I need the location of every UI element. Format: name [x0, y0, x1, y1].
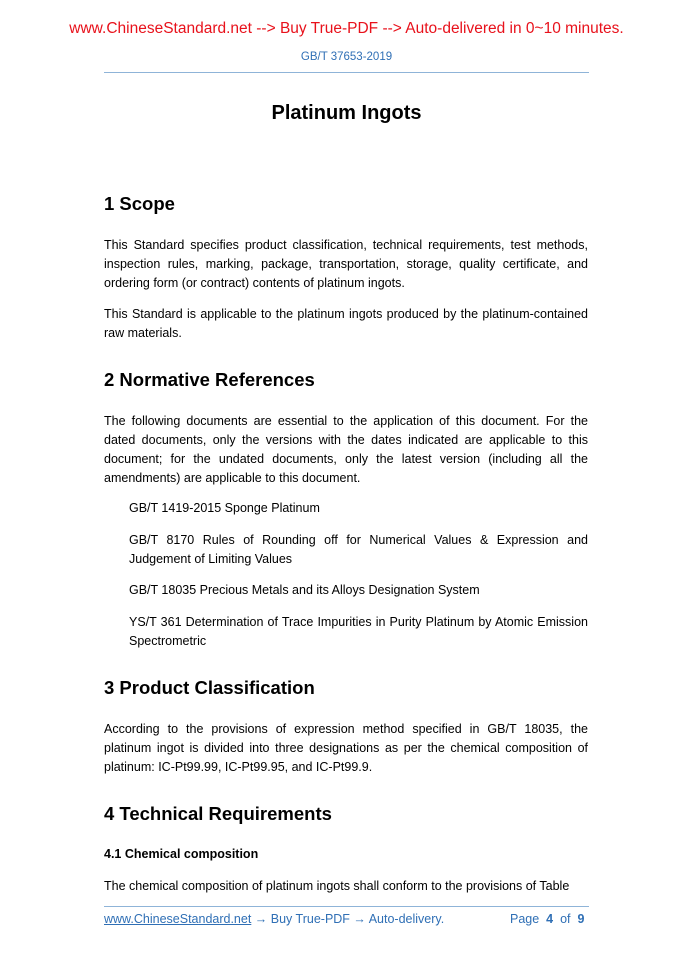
subsection-heading-chemical-composition: 4.1 Chemical composition [104, 847, 259, 861]
scope-paragraph-2: This Standard is applicable to the platinum ingots produced by the platinum-contained raw materials. [104, 307, 588, 340]
page-label: Page [510, 912, 540, 926]
reference-item: GB/T 18035 Precious Metals and its Alloys Designation System [129, 583, 480, 597]
section-heading-scope: 1 Scope [104, 193, 175, 214]
section-heading-product-classification: 3 Product Classification [104, 677, 315, 698]
page-current: 4 [546, 912, 554, 926]
page-total: 9 [577, 912, 585, 926]
footer-site-link[interactable]: www.ChineseStandard.net [104, 912, 252, 926]
normative-paragraph-1: The following documents are essential to the application of this document. For the dated documents, only the versions with the dates indicated are applicable to this document; for the undated documents, only the latest version (including all the amendments) are applicable to this document. [104, 414, 588, 485]
footer-divider [104, 906, 589, 907]
technical-paragraph-1: The chemical composition of platinum ingots shall conform to the provisions of Table [104, 879, 570, 893]
document-id: GB/T 37653-2019 [300, 51, 393, 63]
reference-item: YS/T 361 Determination of Trace Impurities in Purity Platinum by Atomic Emission Spectrometric [129, 615, 588, 648]
section-heading-technical-requirements: 4 Technical Requirements [104, 803, 332, 824]
page-indicator [510, 912, 584, 926]
page-title: Platinum Ingots [271, 102, 422, 124]
top-banner-link[interactable]: www.ChineseStandard.net --> Buy True-PDF --> Auto-delivered in 0~10 minutes. [69, 20, 624, 37]
reference-item: GB/T 1419-2015 Sponge Platinum [129, 501, 320, 515]
scope-paragraph-1: This Standard specifies product classification, technical requirements, test methods, inspection rules, marking, package, transportation, storage, quality certificate, and ordering form (or contract) contents of platinum ingots. [104, 238, 588, 290]
section-heading-normative-references: 2 Normative References [104, 369, 315, 390]
footer-link-text: → Buy True-PDF → Auto-delivery. [251, 912, 445, 926]
page-of: of [560, 912, 571, 926]
reference-item: GB/T 8170 Rules of Rounding off for Numerical Values & Expression and Judgement of Limiting Values [129, 533, 588, 566]
footer-link[interactable] [104, 912, 444, 926]
classification-paragraph-1: According to the provisions of expression method specified in GB/T 18035, the platinum ingot is divided into three designations as per the chemical composition of platinum: IC-Pt99.99, IC-Pt99.95, and IC-Pt99.9. [104, 722, 588, 774]
header-divider [104, 72, 589, 73]
